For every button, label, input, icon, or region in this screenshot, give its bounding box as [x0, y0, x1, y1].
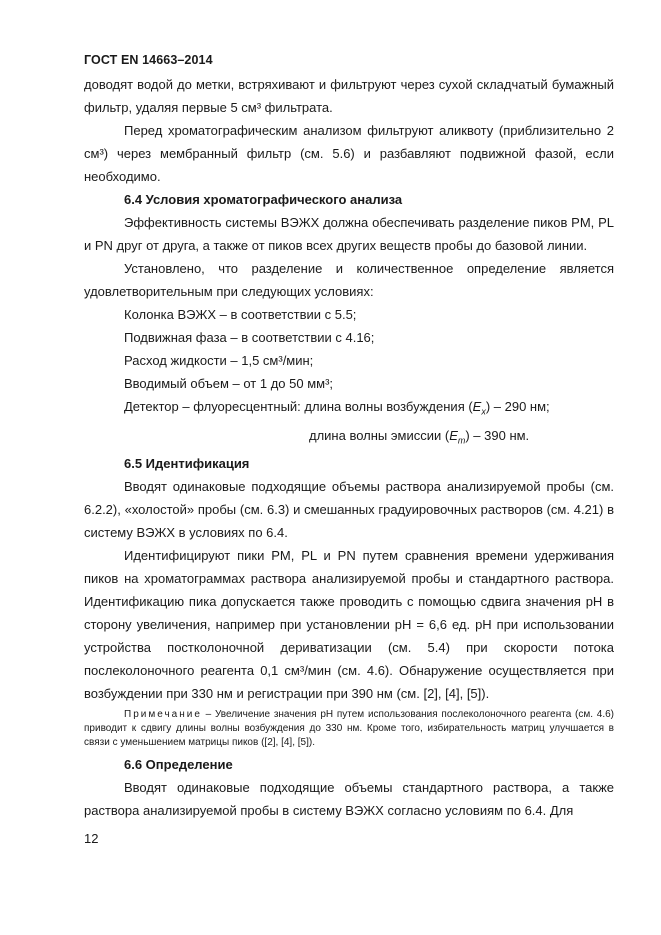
- note: [84, 705, 614, 753]
- paragraph-identification: Идентифицируют пики PM, PL и PN путем сравнения времени удерживания пиков на хроматограммах раствора анализируемой пробы и стандартного раствора. Идентификацию пика допускается также проводить с помощью сдвига значения pH в сторону увеличения, например при установлении pH = 6,6 ед. pH при использовании устройства постколоночной дериватизации (см. 5.4) при скорости потока послеколоночного реагента 0,1 см³/мин (см. 4.6). Обнаружение осуществляется при возбуждении при 330 нм и регистрации при 390 нм (см. [2], [4], [5]).: [84, 548, 614, 702]
- emission-sub: m: [457, 435, 466, 446]
- emission-var: E: [449, 427, 458, 443]
- condition-flow-rate: Расход жидкости – 1,5 см³/мин;: [124, 353, 314, 368]
- note-label: Примечание: [124, 709, 202, 721]
- paragraph-aliquot: Перед хроматографическим анализом фильтруют аликвоту (приблизительно 2 см³) через мембранный фильтр (см. 5.6) и разбавляют подвижной фазой, если необходимо.: [84, 123, 614, 184]
- page-number: 12: [84, 831, 99, 846]
- paragraph-determination: Вводят одинаковые подходящие объемы стандартного раствора, а также раствора анализируемой пробы в систему ВЭЖХ согласно условиям по 6.4. Для: [84, 780, 614, 819]
- condition-emission: [84, 424, 614, 453]
- condition-mobile-phase: Подвижная фаза – в соответствии с 4.16;: [124, 330, 375, 345]
- detector-sub: x: [481, 406, 486, 417]
- section-heading-6-6: 6.6 Определение: [124, 757, 233, 773]
- document-body: [84, 73, 614, 822]
- condition-injection-volume: Вводимый объем – от 1 до 50 мм³;: [124, 376, 334, 391]
- detector-prefix: Детектор – флуоресцентный: длина волны возбуждения (: [124, 399, 473, 414]
- paragraph-conditions-intro: Установлено, что разделение и количественное определение является удовлетворительным при следующих условиях:: [84, 261, 614, 299]
- detector-var: E: [472, 399, 482, 414]
- section-heading-6-4: 6.4 Условия хроматографического анализа: [124, 192, 403, 207]
- paragraph-injection: Вводят одинаковые подходящие объемы раствора анализируемой пробы (см. 6.2.2), «холостой» пробы (см. 6.3) и смешанных градуировочных растворов (см. 4.21) в систему ВЭЖХ в условиях по 6.4.: [84, 479, 614, 541]
- condition-column: Колонка ВЭЖХ – в соответствии с 5.5;: [124, 307, 357, 322]
- detector-suffix: ) – 290 нм;: [485, 399, 550, 414]
- paragraph-efficiency: Эффективность системы ВЭЖХ должна обеспечивать разделение пиков PM, PL и PN друг от друга, а также от пиков всех других веществ пробы до базовой линии.: [84, 215, 614, 253]
- paragraph-filtration: доводят водой до метки, встряхивают и фильтруют через сухой складчатый бумажный фильтр, удаляя первые 5 см³ фильтрата.: [84, 77, 614, 115]
- note-text: – Увеличение значения pH путем использования послеколоночного реагента (см. 4.6) приводит к сдвигу длины волны возбуждения до 330 нм. Кроме того, избирательность матриц улучшается в связи с уменьшением матрицы пиков ([2], [4], [5]).: [84, 709, 614, 749]
- section-heading-6-5: 6.5 Идентификация: [124, 456, 250, 472]
- document-code: ГОСТ EN 14663–2014: [84, 53, 213, 67]
- emission-suffix: ) – 390 нм.: [465, 427, 530, 443]
- emission-prefix: длина волны эмиссии (: [309, 427, 450, 443]
- condition-detector: [84, 395, 614, 424]
